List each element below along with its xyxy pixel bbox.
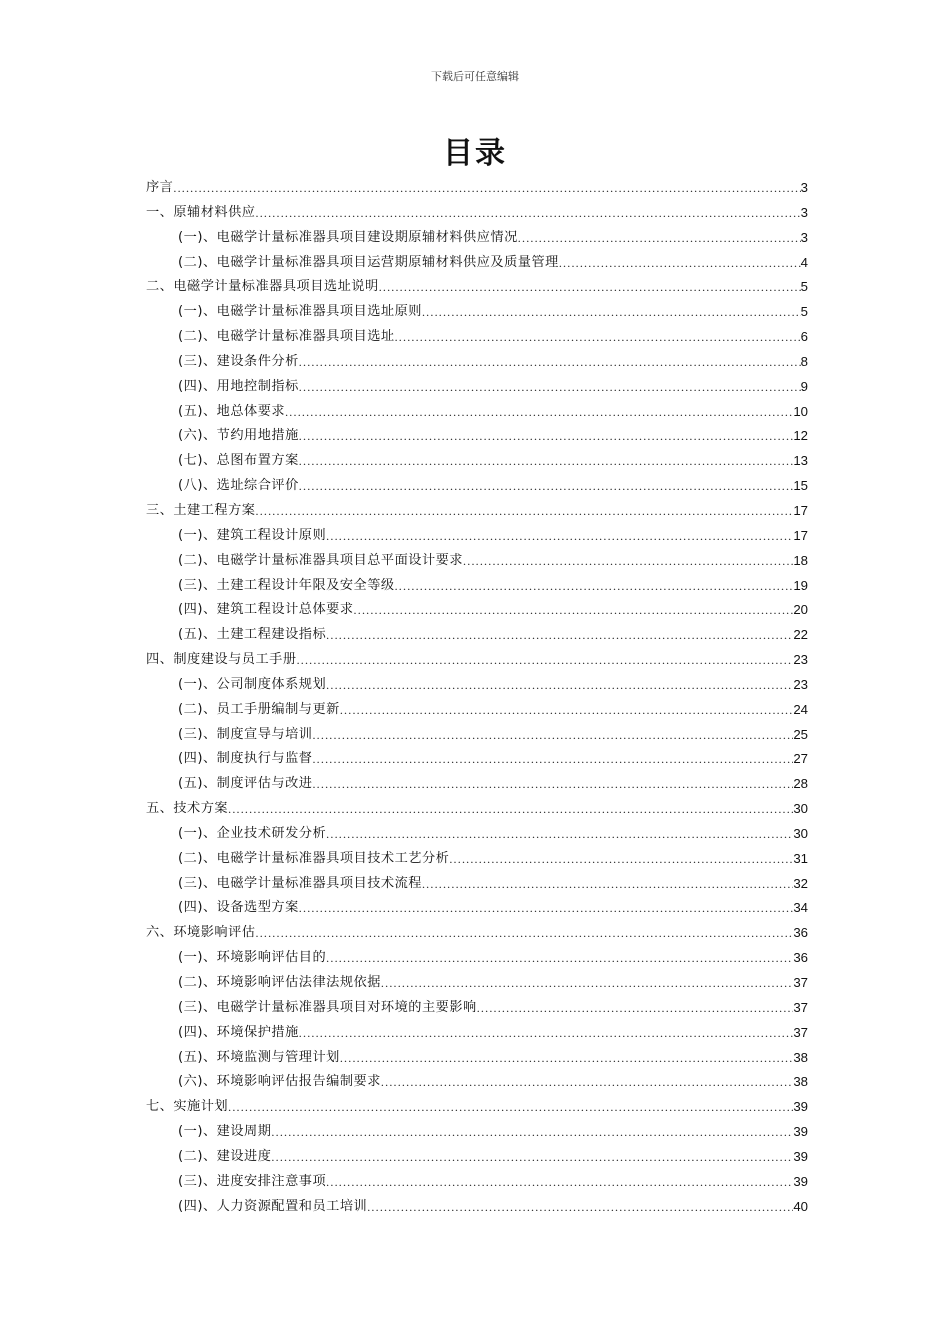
- toc-entry-page: 27: [793, 751, 808, 767]
- toc-entry-label: 六、环境影响评估: [146, 925, 256, 941]
- toc-entry-page: 3: [800, 180, 808, 195]
- toc-entry-label: (二)、电磁学计量标准器具项目运营期原辅材料供应及质量管理: [178, 254, 559, 270]
- toc-entry[interactable]: [146, 1120, 808, 1145]
- toc-entry-page: 4: [800, 254, 808, 270]
- toc-entry[interactable]: [146, 300, 808, 325]
- toc-entry-page: 17: [793, 502, 808, 518]
- page-title: 目录: [443, 136, 507, 171]
- toc-entry-page: 22: [793, 627, 808, 643]
- toc-entry[interactable]: [146, 449, 808, 474]
- toc-dot-leader: [299, 896, 794, 921]
- toc-entry-label: (四)、设备选型方案: [178, 900, 299, 916]
- toc-dot-leader: [312, 747, 793, 772]
- toc-entry[interactable]: [146, 350, 808, 375]
- toc-entry-label: (二)、建设进度: [178, 1148, 272, 1164]
- toc-entry-page: 34: [793, 900, 808, 916]
- toc-entry-label: 二、电磁学计量标准器具项目选址说明: [146, 279, 379, 295]
- toc-entry[interactable]: [146, 325, 808, 350]
- toc-entry-label: (三)、制度宣导与培训: [178, 726, 313, 742]
- toc-entry[interactable]: [146, 474, 808, 499]
- toc-entry-label: (三)、电磁学计量标准器具项目技术流程: [178, 875, 422, 891]
- toc-dot-leader: [228, 1095, 793, 1120]
- toc-dot-leader: [395, 574, 794, 599]
- toc-dot-leader: [271, 1145, 793, 1170]
- toc-entry-page: 38: [793, 1074, 808, 1090]
- toc-entry[interactable]: [146, 971, 808, 996]
- toc-dot-leader: [256, 921, 794, 946]
- toc-dot-leader: [422, 872, 793, 897]
- toc-entry[interactable]: [146, 648, 808, 673]
- toc-entry-page: 19: [793, 577, 808, 593]
- toc-entry-label: (七)、总图布置方案: [178, 453, 299, 469]
- toc-dot-leader: [518, 226, 801, 251]
- toc-entry-page: 18: [793, 552, 808, 568]
- toc-entry-page: 3: [800, 204, 808, 220]
- toc-entry-label: (三)、建设条件分析: [178, 353, 299, 369]
- toc-dot-leader: [299, 350, 801, 375]
- toc-dot-leader: [381, 1070, 793, 1095]
- toc-entry[interactable]: [146, 1170, 808, 1195]
- toc-dot-leader: [463, 549, 793, 574]
- toc-entry-page: 3: [800, 229, 808, 245]
- toc-dot-leader: [326, 946, 793, 971]
- toc-dot-leader: [367, 1195, 793, 1220]
- toc-dot-leader: [285, 400, 793, 425]
- toc-entry-label: (三)、电磁学计量标准器具项目对环境的主要影响: [178, 999, 477, 1015]
- toc-entry[interactable]: [146, 847, 808, 872]
- toc-entry-page: 20: [793, 602, 808, 618]
- toc-entry-label: (五)、地总体要求: [178, 403, 286, 419]
- toc-entry-label: (五)、制度评估与改进: [178, 776, 313, 792]
- toc-entry[interactable]: [146, 896, 808, 921]
- toc-entry-label: (一)、环境影响评估目的: [178, 950, 327, 966]
- toc-entry[interactable]: [146, 996, 808, 1021]
- toc-entry[interactable]: [146, 549, 808, 574]
- toc-entry[interactable]: [146, 698, 808, 723]
- toc-entry-page: 39: [793, 1148, 808, 1164]
- toc-entry-label: (二)、员工手册编制与更新: [178, 701, 340, 717]
- toc-entry-page: 39: [793, 1099, 808, 1115]
- toc-dot-leader: [326, 822, 793, 847]
- toc-entry[interactable]: [146, 723, 808, 748]
- toc-dot-leader: [354, 598, 794, 623]
- toc-entry-page: 5: [800, 279, 808, 295]
- toc-dot-leader: [271, 1120, 793, 1145]
- toc-entry-label: (五)、环境监测与管理计划: [178, 1049, 340, 1065]
- toc-entry[interactable]: [146, 598, 808, 623]
- toc-dot-leader: [312, 723, 793, 748]
- toc-entry-page: 39: [793, 1173, 808, 1189]
- toc-entry-page: 24: [793, 701, 808, 717]
- toc-entry-label: (三)、土建工程设计年限及安全等级: [178, 577, 395, 593]
- toc-dot-leader: [326, 623, 793, 648]
- header-note: 下载后可任意编辑: [431, 70, 519, 83]
- table-of-contents: [146, 176, 808, 1219]
- toc-dot-leader: [395, 325, 801, 350]
- toc-entry[interactable]: [146, 251, 808, 276]
- toc-entry[interactable]: [146, 1095, 808, 1120]
- toc-entry-page: 23: [793, 652, 808, 668]
- toc-entry-page: 28: [793, 776, 808, 792]
- toc-entry-page: 40: [793, 1198, 808, 1214]
- toc-entry[interactable]: [146, 1046, 808, 1071]
- toc-dot-leader: [299, 449, 794, 474]
- toc-entry[interactable]: [146, 226, 808, 251]
- toc-entry[interactable]: [146, 797, 808, 822]
- toc-entry-page: 10: [793, 403, 808, 419]
- toc-entry-label: 一、原辅材料供应: [146, 204, 256, 220]
- toc-entry[interactable]: [146, 1021, 808, 1046]
- toc-entry-label: (二)、电磁学计量标准器具项目总平面设计要求: [178, 552, 464, 568]
- toc-entry-label: (二)、电磁学计量标准器具项目技术工艺分析: [178, 850, 450, 866]
- toc-entry[interactable]: [146, 921, 808, 946]
- toc-entry-label: (一)、电磁学计量标准器具项目建设期原辅材料供应情况: [178, 229, 518, 245]
- toc-dot-leader: [326, 673, 793, 698]
- toc-entry-label: (六)、环境影响评估报告编制要求: [178, 1074, 381, 1090]
- toc-dot-leader: [299, 375, 801, 400]
- toc-entry[interactable]: [146, 201, 808, 226]
- toc-dot-leader: [422, 300, 801, 325]
- toc-dot-leader: [173, 176, 800, 201]
- toc-entry-page: 39: [793, 1124, 808, 1140]
- toc-dot-leader: [379, 275, 801, 300]
- toc-dot-leader: [299, 474, 794, 499]
- toc-entry[interactable]: [146, 872, 808, 897]
- toc-entry-page: 30: [793, 825, 808, 841]
- toc-entry[interactable]: [146, 772, 808, 797]
- toc-entry-label: (二)、电磁学计量标准器具项目选址: [178, 329, 395, 345]
- toc-dot-leader: [340, 698, 793, 723]
- toc-entry[interactable]: [146, 673, 808, 698]
- toc-dot-leader: [477, 996, 794, 1021]
- toc-entry-label: (五)、土建工程建设指标: [178, 627, 327, 643]
- toc-entry-page: 6: [800, 329, 808, 345]
- toc-dot-leader: [299, 1021, 794, 1046]
- toc-entry-page: 8: [800, 353, 808, 369]
- toc-dot-leader: [381, 971, 793, 996]
- toc-entry-page: 36: [793, 925, 808, 941]
- toc-dot-leader: [326, 1170, 793, 1195]
- toc-entry-page: 17: [793, 527, 808, 543]
- toc-entry-page: 38: [793, 1049, 808, 1065]
- toc-dot-leader: [228, 797, 793, 822]
- toc-entry-label: (四)、环境保护措施: [178, 1024, 299, 1040]
- toc-entry[interactable]: [146, 747, 808, 772]
- toc-entry-label: (四)、人力资源配置和员工培训: [178, 1198, 368, 1214]
- toc-entry[interactable]: [146, 1195, 808, 1220]
- toc-entry-page: 12: [793, 428, 808, 444]
- toc-entry-label: (四)、用地控制指标: [178, 378, 299, 394]
- toc-entry-label: (四)、制度执行与监督: [178, 751, 313, 767]
- toc-entry-label: (一)、电磁学计量标准器具项目选址原则: [178, 304, 422, 320]
- toc-entry-page: 31: [793, 850, 808, 866]
- toc-entry-page: 37: [793, 975, 808, 990]
- toc-entry-label: (一)、建设周期: [178, 1124, 272, 1140]
- toc-entry[interactable]: [146, 400, 808, 425]
- toc-dot-leader: [340, 1046, 793, 1071]
- toc-entry-label: (一)、公司制度体系规划: [178, 676, 327, 692]
- toc-entry-page: 37: [793, 999, 808, 1015]
- toc-entry-label: (六)、节约用地措施: [178, 428, 299, 444]
- toc-entry-label: 七、实施计划: [146, 1099, 229, 1115]
- toc-entry[interactable]: [146, 499, 808, 524]
- toc-entry[interactable]: [146, 822, 808, 847]
- toc-entry[interactable]: [146, 375, 808, 400]
- toc-dot-leader: [326, 524, 793, 549]
- toc-entry-page: 13: [793, 453, 808, 469]
- toc-entry[interactable]: [146, 524, 808, 549]
- toc-dot-leader: [297, 648, 794, 673]
- toc-entry-page: 9: [800, 378, 808, 394]
- toc-entry[interactable]: [146, 424, 808, 449]
- toc-entry-label: 五、技术方案: [146, 801, 229, 817]
- toc-dot-leader: [559, 251, 801, 276]
- toc-entry-label: 三、土建工程方案: [146, 502, 256, 518]
- toc-entry-page: 25: [793, 726, 808, 742]
- toc-entry-label: (一)、建筑工程设计原则: [178, 527, 327, 543]
- toc-dot-leader: [299, 424, 794, 449]
- toc-entry-page: 36: [793, 950, 808, 966]
- toc-entry-label: (一)、企业技术研发分析: [178, 825, 327, 841]
- toc-entry[interactable]: [146, 1070, 808, 1095]
- toc-dot-leader: [312, 772, 793, 797]
- toc-entry-page: 30: [793, 801, 808, 817]
- toc-entry-label: 序言: [146, 180, 174, 195]
- toc-entry[interactable]: [146, 176, 808, 201]
- toc-dot-leader: [256, 499, 794, 524]
- toc-entry-label: 四、制度建设与员工手册: [146, 652, 297, 668]
- toc-entry[interactable]: [146, 1145, 808, 1170]
- toc-entry-page: 15: [793, 478, 808, 494]
- toc-entry-page: 32: [793, 875, 808, 891]
- toc-entry-page: 37: [793, 1024, 808, 1040]
- toc-entry-label: (四)、建筑工程设计总体要求: [178, 602, 354, 618]
- toc-dot-leader: [256, 201, 801, 226]
- toc-entry[interactable]: [146, 623, 808, 648]
- toc-entry-page: 5: [800, 304, 808, 320]
- toc-entry-label: (二)、环境影响评估法律法规依据: [178, 975, 381, 990]
- toc-entry-label: (三)、进度安排注意事项: [178, 1173, 327, 1189]
- toc-entry[interactable]: [146, 275, 808, 300]
- toc-entry-page: 23: [793, 676, 808, 692]
- toc-entry[interactable]: [146, 574, 808, 599]
- toc-dot-leader: [449, 847, 793, 872]
- toc-entry-label: (八)、选址综合评价: [178, 478, 299, 494]
- toc-entry[interactable]: [146, 946, 808, 971]
